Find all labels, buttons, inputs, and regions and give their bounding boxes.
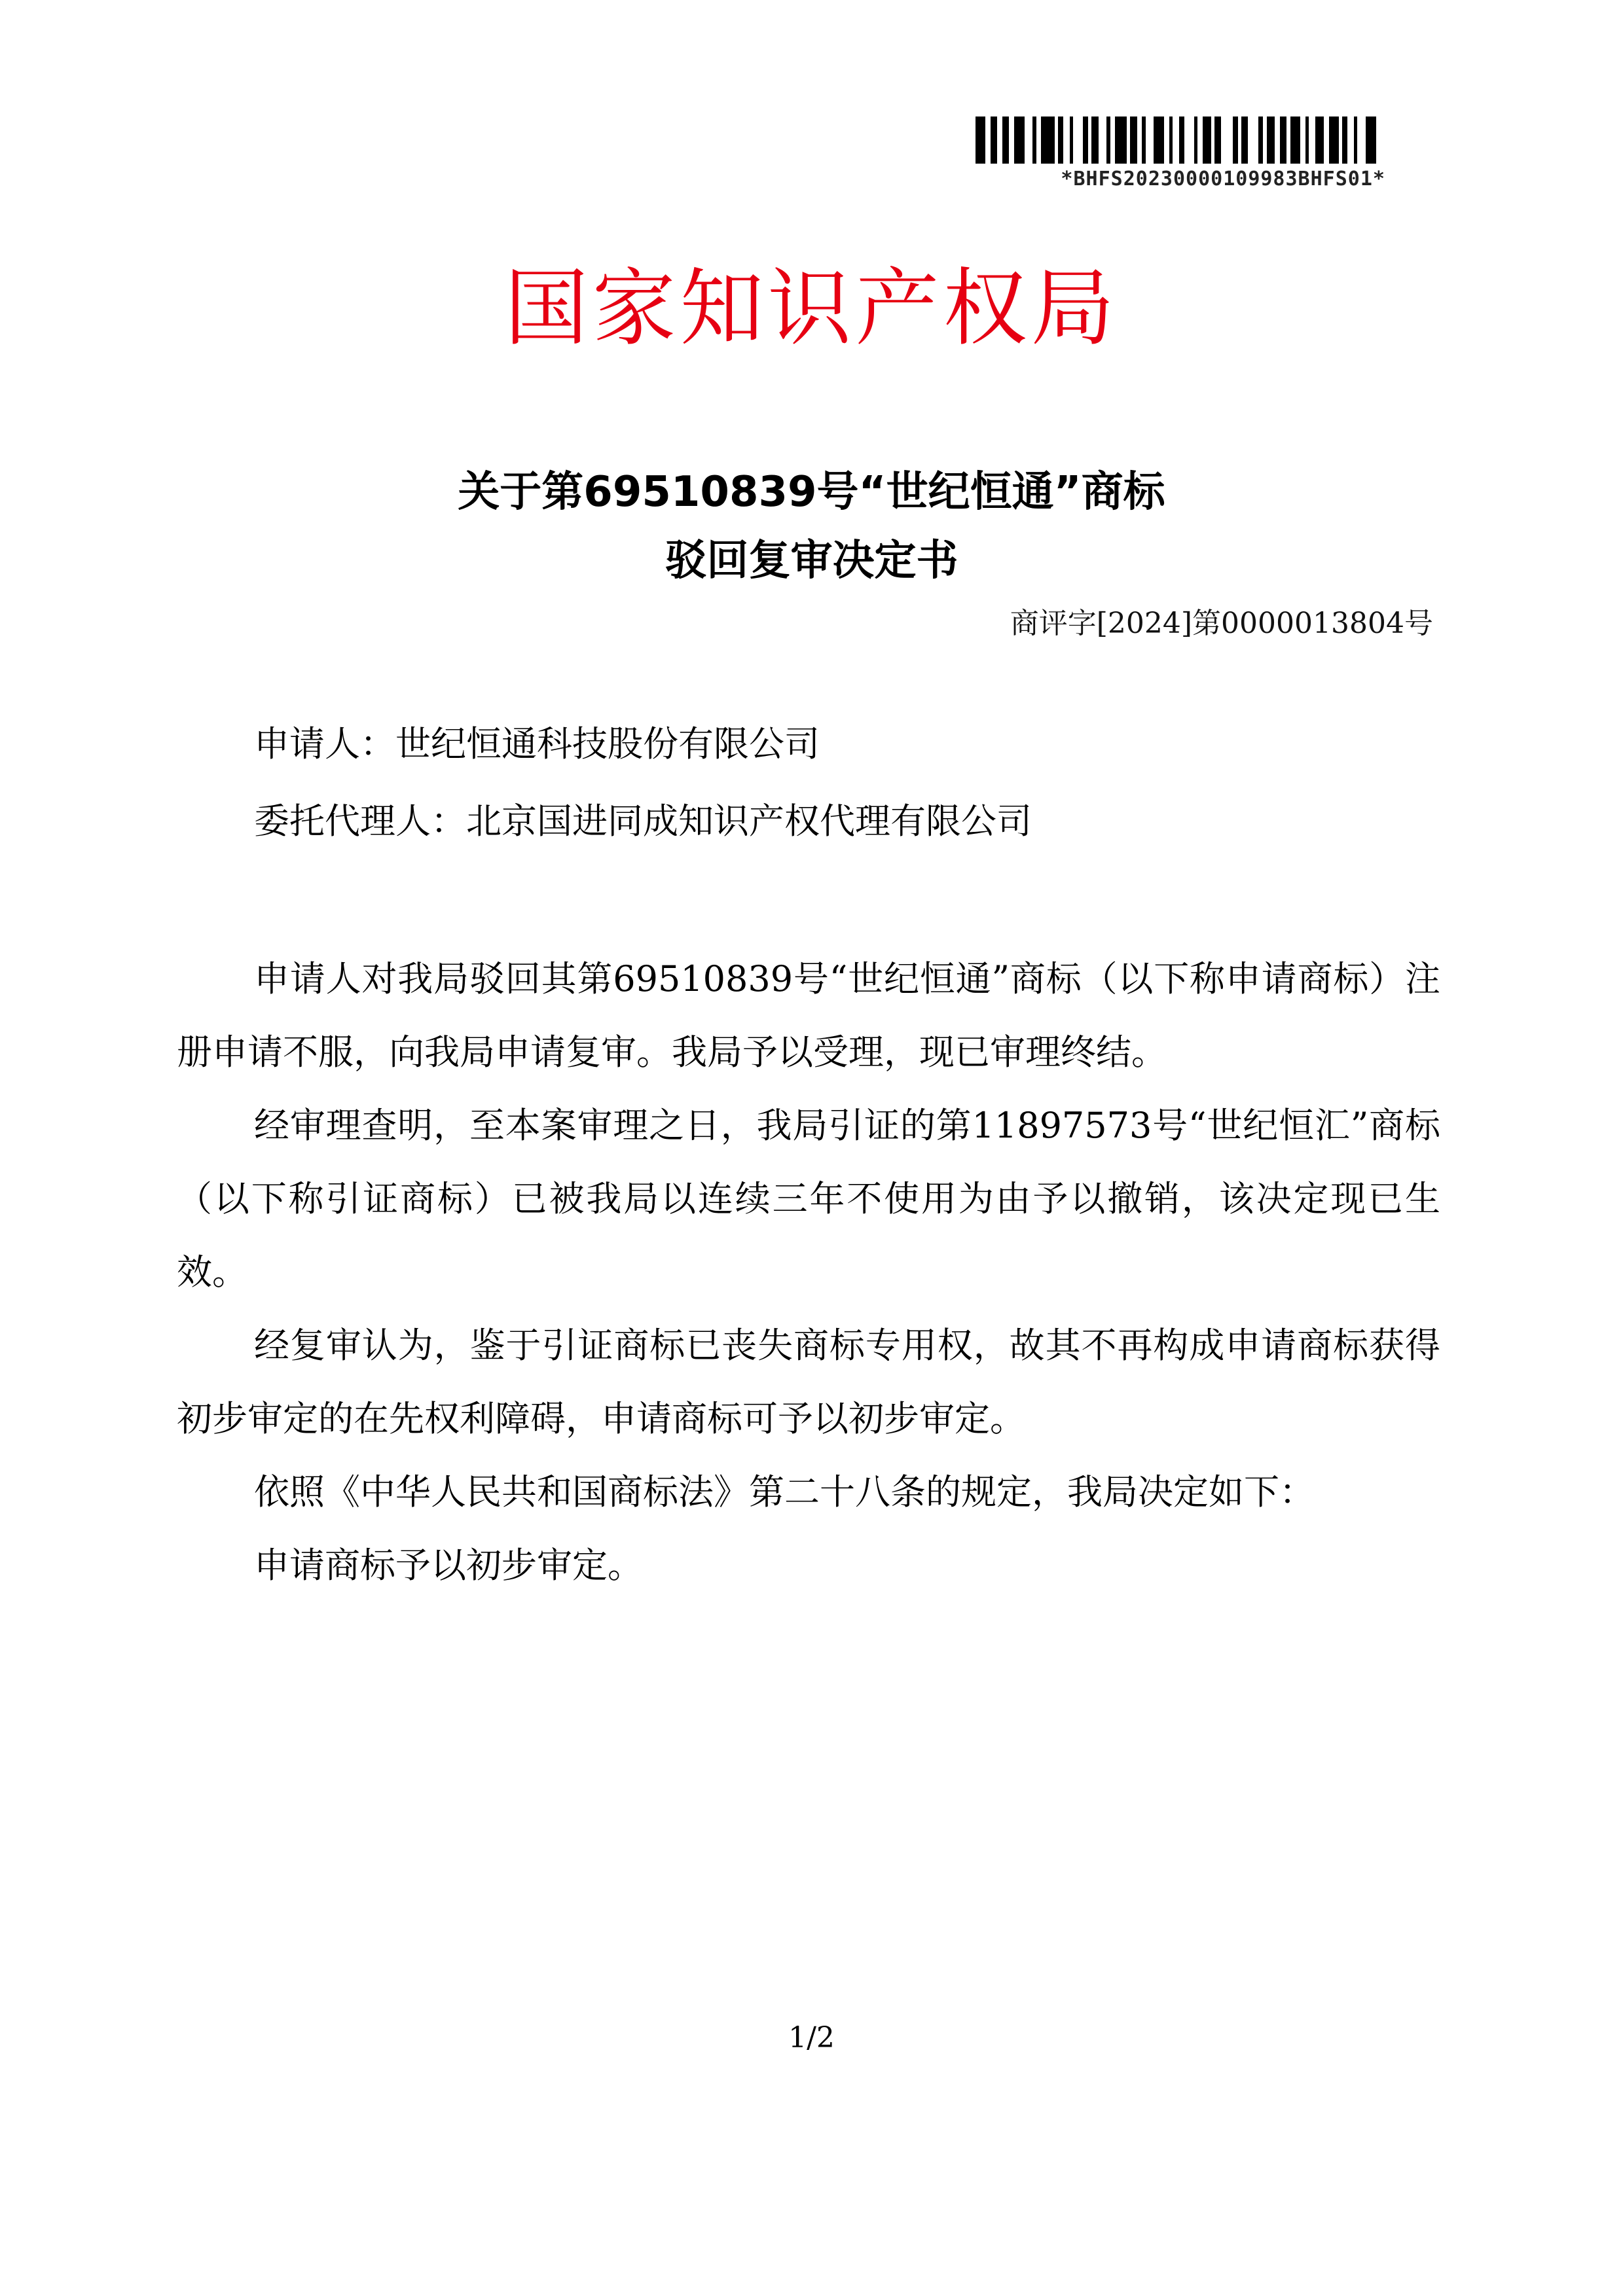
applicant-line: 申请人：世纪恒通科技股份有限公司 <box>254 723 820 764</box>
body-paragraph: 申请商标予以初步审定。 <box>254 1545 643 1586</box>
document-number: 商评字[2024]第0000013804号 <box>1010 607 1433 640</box>
body-paragraph: 经审理查明，至本案审理之日，我局引证的第11897573号“世纪恒汇”商标（以下称引证商标）已被我局以连续三年不使用为由予以撤销，该决定现已生效。 <box>177 1105 1440 1293</box>
agent-line: 委托代理人：北京国进同成知识产权代理有限公司 <box>254 800 1032 842</box>
decision-title-line1: 关于第69510839号“世纪恒通”商标 <box>458 468 1165 516</box>
decision-title-line2: 驳回复审决定书 <box>665 537 958 585</box>
body-paragraph: 经复审认为，鉴于引证商标已丧失商标专用权，故其不再构成申请商标获得初步审定的在先权利障碍，申请商标可予以初步审定。 <box>177 1325 1440 1439</box>
page-indicator: 1/2 <box>788 2021 835 2054</box>
barcode-code-text: *BHFS20230000109983BHFS01* <box>1061 168 1385 190</box>
issuing-organization: 国家知识产权局 <box>504 260 1119 357</box>
body-paragraph: 依照《中华人民共和国商标法》第二十八条的规定，我局决定如下： <box>254 1471 1315 1513</box>
body-paragraph: 申请人对我局驳回其第69510839号“世纪恒通”商标（以下称申请商标）注册申请不服，向我局申请复审。我局予以受理，现已审理终结。 <box>177 958 1440 1073</box>
barcode-block <box>966 117 1385 190</box>
parties-section <box>254 723 1032 878</box>
decision-body <box>177 942 1440 1602</box>
barcode-image <box>976 117 1381 164</box>
